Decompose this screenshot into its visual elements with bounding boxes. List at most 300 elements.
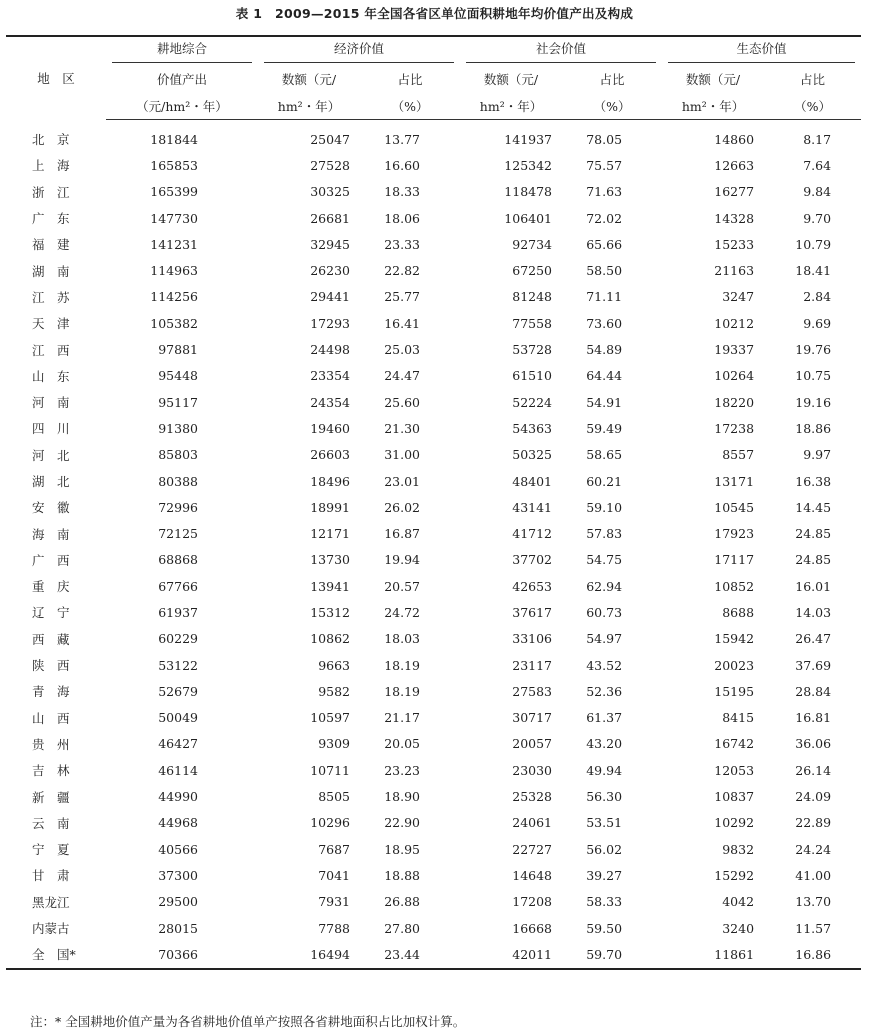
total-value-cell: 28015	[158, 920, 198, 936]
cropland-value-table	[6, 35, 861, 970]
header-soc-share: 占比	[599, 71, 625, 87]
table-note: 注：* 全国耕地价值产量为各省耕地价值单产按照各省耕地面积占比加权计算。	[30, 1014, 466, 1029]
soc-amount-cell: 37702	[512, 552, 553, 568]
econ-share-cell: 18.95	[384, 841, 421, 857]
total-value-cell: 165853	[150, 157, 198, 173]
table-row	[6, 836, 861, 862]
econ-share-cell: 18.19	[384, 683, 421, 699]
region-cell: 宁 夏	[32, 842, 70, 858]
header-value-unit: （元/hm²・年）	[106, 92, 258, 120]
eco-share-cell: 2.84	[803, 289, 832, 305]
eco-share-cell: 9.70	[803, 210, 832, 226]
table-row	[6, 363, 861, 389]
total-value-cell: 72125	[158, 526, 198, 542]
total-value-cell: 114256	[150, 289, 198, 305]
econ-amount-cell: 26681	[310, 210, 350, 226]
soc-amount-cell: 16668	[512, 920, 553, 936]
total-value-cell: 46427	[158, 736, 198, 752]
soc-amount-cell: 37617	[512, 604, 553, 620]
soc-share-cell: 71.11	[586, 289, 623, 305]
region-cell: 陕 西	[32, 658, 70, 674]
eco-share-cell: 10.75	[795, 368, 832, 384]
total-value-cell: 50049	[158, 710, 198, 726]
region-cell: 内蒙古	[32, 921, 70, 937]
region-cell: 北 京	[32, 131, 70, 147]
econ-amount-cell: 7041	[318, 867, 350, 883]
eco-share-cell: 11.57	[795, 920, 832, 936]
soc-share-cell: 59.70	[562, 941, 662, 968]
eco-amount-cell: 18220	[714, 394, 755, 410]
econ-share-cell: 20.05	[384, 736, 421, 752]
header-soc-amount: 数额（元/	[483, 71, 539, 87]
soc-amount-cell: 43141	[512, 499, 553, 515]
eco-amount-cell: 8557	[722, 447, 755, 463]
total-value-cell: 105382	[150, 315, 198, 331]
soc-share-cell: 54.75	[586, 552, 623, 568]
econ-share-cell: 25.77	[384, 289, 421, 305]
header-soc-unit: hm²・年）	[460, 92, 562, 120]
soc-share-cell: 59.50	[586, 920, 623, 936]
soc-amount-cell: 92734	[512, 236, 553, 252]
econ-amount-cell: 18496	[310, 473, 350, 489]
eco-amount-cell: 10292	[714, 815, 755, 831]
econ-share-cell: 24.72	[384, 604, 421, 620]
total-value-cell: 68868	[158, 552, 198, 568]
econ-share-cell: 21.30	[384, 420, 421, 436]
soc-amount-cell: 23030	[512, 762, 553, 778]
soc-amount-cell: 106401	[504, 210, 553, 226]
eco-share-cell: 26.14	[795, 762, 832, 778]
econ-amount-cell: 7687	[318, 841, 350, 857]
table-row	[6, 231, 861, 257]
region-cell: 天 津	[32, 316, 70, 332]
soc-share-cell: 64.44	[586, 368, 623, 384]
total-value-cell: 44968	[158, 815, 198, 831]
eco-amount-cell: 14860	[714, 131, 755, 147]
total-value-cell: 95448	[158, 368, 198, 384]
table-row	[6, 731, 861, 757]
eco-share-cell: 18.86	[795, 420, 832, 436]
soc-amount-cell: 118478	[504, 184, 553, 200]
table-row	[6, 442, 861, 468]
soc-share-cell: 78.05	[586, 131, 623, 147]
table-row	[6, 468, 861, 494]
eco-share-cell: 24.24	[795, 841, 832, 857]
header-econ-pct: （%）	[360, 92, 460, 120]
eco-amount-cell: 4042	[722, 894, 755, 910]
region-cell: 吉 林	[32, 763, 70, 779]
soc-share-cell: 58.33	[586, 894, 623, 910]
header-eco-amount: 数额（元/	[685, 71, 741, 87]
header-group-social: 社会价值	[460, 36, 662, 65]
region-cell: 重 庆	[32, 579, 70, 595]
table-title: 表 1 2009—2015 年全国各省区单位面积耕地年均价值产出及构成	[235, 6, 634, 21]
eco-share-cell: 22.89	[795, 815, 832, 831]
eco-amount-cell: 10852	[714, 578, 755, 594]
econ-share-cell: 23.23	[384, 762, 421, 778]
eco-share-cell: 16.38	[795, 473, 832, 489]
region-cell: 河 北	[32, 447, 70, 463]
econ-share-cell: 18.03	[384, 631, 421, 647]
table-row	[6, 941, 861, 968]
soc-share-cell: 58.65	[586, 447, 623, 463]
region-cell: 云 南	[32, 815, 70, 831]
table-row	[6, 783, 861, 809]
header-eco-pct: （%）	[764, 92, 861, 120]
region-cell: 山 西	[32, 710, 70, 726]
soc-share-cell: 39.27	[586, 867, 623, 883]
header-econ-unit: hm²・年）	[258, 92, 360, 120]
eco-share-cell: 18.41	[795, 263, 832, 279]
econ-share-cell: 21.17	[384, 710, 421, 726]
total-value-cell: 114963	[150, 263, 198, 279]
soc-share-cell: 57.83	[586, 526, 623, 542]
table-row	[6, 626, 861, 652]
table-row	[6, 310, 861, 336]
econ-amount-cell: 9309	[318, 736, 350, 752]
table-row	[6, 389, 861, 415]
eco-share-cell: 9.84	[803, 184, 832, 200]
econ-share-cell: 31.00	[384, 447, 421, 463]
econ-amount-cell: 17293	[310, 315, 350, 331]
soc-amount-cell: 42653	[512, 578, 553, 594]
table-row	[6, 520, 861, 546]
total-value-cell: 95117	[158, 394, 198, 410]
table-row	[6, 120, 861, 153]
soc-share-cell: 59.10	[586, 499, 623, 515]
eco-share-cell: 8.17	[803, 131, 832, 147]
region-cell: 新 疆	[32, 789, 70, 805]
soc-share-cell: 62.94	[586, 578, 623, 594]
region-cell: 河 南	[32, 395, 70, 411]
eco-share-cell: 19.16	[795, 394, 832, 410]
total-value-cell: 60229	[158, 631, 198, 647]
eco-amount-cell: 21163	[714, 263, 755, 279]
region-cell: 青 海	[32, 684, 70, 700]
table-row	[6, 678, 861, 704]
econ-share-cell: 18.19	[384, 657, 421, 673]
eco-share-cell: 7.64	[803, 157, 832, 173]
total-value-cell: 181844	[150, 131, 198, 147]
eco-amount-cell: 16277	[714, 184, 755, 200]
table-row	[6, 284, 861, 310]
table-row	[6, 179, 861, 205]
region-cell: 海 南	[32, 526, 70, 542]
eco-share-cell: 24.09	[795, 789, 832, 805]
soc-share-cell: 71.63	[586, 184, 623, 200]
econ-amount-cell: 24354	[310, 394, 350, 410]
eco-amount-cell: 16742	[714, 736, 755, 752]
total-value-cell: 85803	[158, 447, 198, 463]
econ-amount-cell: 18991	[310, 499, 350, 515]
econ-share-cell: 16.60	[384, 157, 421, 173]
total-value-cell: 29500	[158, 894, 198, 910]
region-cell: 甘 肃	[32, 868, 70, 884]
soc-amount-cell: 81248	[512, 289, 553, 305]
econ-share-cell: 25.03	[384, 342, 421, 358]
header-econ-amount: 数额（元/	[281, 71, 337, 87]
econ-amount-cell: 13941	[310, 578, 350, 594]
eco-share-cell: 24.85	[795, 526, 832, 542]
eco-share-cell: 14.45	[795, 499, 832, 515]
soc-amount-cell: 61510	[512, 368, 553, 384]
econ-amount-cell: 13730	[310, 552, 350, 568]
econ-share-cell: 23.33	[384, 236, 421, 252]
econ-amount-cell: 29441	[310, 289, 350, 305]
table-row	[6, 152, 861, 178]
table-row	[6, 705, 861, 731]
soc-share-cell: 73.60	[586, 315, 623, 331]
soc-share-cell: 59.49	[586, 420, 623, 436]
soc-share-cell: 52.36	[586, 683, 623, 699]
soc-share-cell: 43.52	[586, 657, 623, 673]
total-value-cell: 147730	[150, 210, 198, 226]
soc-share-cell: 54.91	[586, 394, 623, 410]
econ-amount-cell: 19460	[310, 420, 350, 436]
econ-share-cell: 18.88	[384, 867, 421, 883]
header-region: 地 区	[6, 36, 106, 120]
econ-amount-cell: 26230	[310, 263, 350, 279]
soc-share-cell: 43.20	[586, 736, 623, 752]
econ-share-cell: 24.47	[384, 368, 421, 384]
total-value-cell: 40566	[158, 841, 198, 857]
total-value-cell: 46114	[158, 762, 198, 778]
econ-share-cell: 16.87	[384, 526, 421, 542]
eco-amount-cell: 12663	[714, 157, 755, 173]
econ-share-cell: 13.77	[384, 131, 421, 147]
eco-share-cell: 13.70	[795, 894, 832, 910]
total-value-cell: 53122	[158, 657, 198, 673]
soc-amount-cell: 14648	[512, 867, 553, 883]
eco-amount-cell: 8688	[722, 604, 755, 620]
eco-share-cell: 9.97	[803, 447, 832, 463]
region-cell: 山 东	[32, 368, 70, 384]
eco-amount-cell: 10212	[714, 315, 755, 331]
econ-share-cell: 22.90	[384, 815, 421, 831]
table-row	[6, 915, 861, 941]
total-value-cell: 67766	[158, 578, 198, 594]
total-value-cell: 72996	[158, 499, 198, 515]
soc-amount-cell: 41712	[512, 526, 553, 542]
econ-share-cell: 16.41	[384, 315, 421, 331]
table-row	[6, 205, 861, 231]
eco-share-cell: 10.79	[795, 236, 832, 252]
eco-amount-cell: 17238	[714, 420, 755, 436]
soc-amount-cell: 33106	[512, 631, 553, 647]
eco-amount-cell: 10545	[714, 499, 755, 515]
eco-share-cell: 9.69	[803, 315, 832, 331]
soc-amount-cell: 20057	[512, 736, 553, 752]
eco-amount-cell: 17117	[714, 552, 755, 568]
table-row	[6, 889, 861, 915]
soc-amount-cell: 17208	[512, 894, 553, 910]
region-cell: 浙 江	[32, 184, 70, 200]
total-value-cell: 70366	[106, 941, 258, 968]
eco-amount-cell: 15195	[714, 683, 755, 699]
econ-amount-cell: 23354	[310, 368, 350, 384]
soc-share-cell: 60.73	[586, 604, 623, 620]
soc-amount-cell: 23117	[512, 657, 553, 673]
eco-share-cell: 37.69	[795, 657, 832, 673]
total-value-cell: 61937	[158, 604, 198, 620]
econ-amount-cell: 10711	[310, 762, 350, 778]
table-row	[6, 547, 861, 573]
eco-amount-cell: 8415	[722, 710, 755, 726]
soc-amount-cell: 54363	[512, 420, 553, 436]
header-eco-share: 占比	[800, 71, 826, 87]
region-cell: 广 西	[32, 552, 70, 568]
econ-amount-cell: 10296	[310, 815, 350, 831]
eco-amount-cell: 13171	[714, 473, 755, 489]
soc-share-cell: 65.66	[586, 236, 623, 252]
header-econ-share: 占比	[397, 71, 423, 87]
soc-share-cell: 56.02	[586, 841, 623, 857]
header-soc-pct: （%）	[562, 92, 662, 120]
econ-amount-cell: 9663	[318, 657, 350, 673]
total-value-cell: 37300	[158, 867, 198, 883]
soc-share-cell: 58.50	[586, 263, 623, 279]
econ-amount-cell: 7931	[318, 894, 350, 910]
table-row	[6, 415, 861, 441]
econ-amount-cell: 15312	[310, 604, 350, 620]
soc-amount-cell: 50325	[512, 447, 553, 463]
eco-share-cell: 36.06	[795, 736, 832, 752]
eco-share-cell: 28.84	[795, 683, 832, 699]
table-row	[6, 757, 861, 783]
econ-share-cell: 25.60	[384, 394, 421, 410]
econ-share-cell: 26.02	[384, 499, 421, 515]
soc-amount-cell: 27583	[512, 683, 553, 699]
soc-share-cell: 60.21	[586, 473, 623, 489]
soc-amount-cell: 42011	[460, 941, 562, 968]
eco-share-cell: 16.01	[795, 578, 832, 594]
total-value-cell: 97881	[158, 342, 198, 358]
econ-amount-cell: 26603	[310, 447, 350, 463]
eco-share-cell: 16.81	[795, 710, 832, 726]
soc-amount-cell: 125342	[504, 157, 553, 173]
econ-amount-cell: 16494	[258, 941, 360, 968]
region-cell: 福 建	[32, 237, 70, 253]
region-cell: 辽 宁	[32, 605, 70, 621]
total-value-cell: 44990	[158, 789, 198, 805]
econ-share-cell: 23.44	[360, 941, 460, 968]
soc-amount-cell: 25328	[512, 789, 553, 805]
region-cell: 上 海	[32, 158, 70, 174]
eco-share-cell: 16.86	[764, 941, 861, 968]
eco-amount-cell: 20023	[714, 657, 755, 673]
total-value-cell: 91380	[158, 420, 198, 436]
table-row	[6, 494, 861, 520]
eco-amount-cell: 11861	[662, 941, 764, 968]
table-row	[6, 257, 861, 283]
eco-amount-cell: 9832	[722, 841, 755, 857]
econ-amount-cell: 32945	[310, 236, 350, 252]
table-row	[6, 599, 861, 625]
soc-share-cell: 54.89	[586, 342, 623, 358]
soc-amount-cell: 24061	[512, 815, 553, 831]
econ-amount-cell: 27528	[310, 157, 350, 173]
econ-share-cell: 26.88	[384, 894, 421, 910]
soc-amount-cell: 67250	[512, 263, 553, 279]
table-row	[6, 336, 861, 362]
region-cell: 湖 北	[32, 474, 70, 489]
total-value-cell: 165399	[150, 184, 198, 200]
header-value-output: 价值产出	[156, 71, 207, 87]
soc-share-cell: 49.94	[586, 762, 623, 778]
soc-share-cell: 56.30	[586, 789, 623, 805]
eco-share-cell: 24.85	[795, 552, 832, 568]
econ-amount-cell: 25047	[310, 131, 350, 147]
soc-share-cell: 75.57	[586, 157, 623, 173]
eco-amount-cell: 3240	[722, 920, 755, 936]
eco-share-cell: 14.03	[795, 604, 832, 620]
econ-amount-cell: 7788	[318, 920, 350, 936]
soc-share-cell: 53.51	[586, 815, 623, 831]
econ-amount-cell: 8505	[318, 789, 350, 805]
eco-amount-cell: 14328	[714, 210, 755, 226]
eco-share-cell: 19.76	[795, 342, 832, 358]
region-cell: 黑龙江	[32, 894, 70, 910]
total-value-cell: 141231	[150, 236, 198, 252]
soc-amount-cell: 52224	[512, 394, 553, 410]
econ-share-cell: 18.33	[384, 184, 421, 200]
eco-amount-cell: 15292	[714, 867, 755, 883]
total-value-cell: 80388	[158, 473, 198, 489]
soc-share-cell: 61.37	[586, 710, 623, 726]
region-cell: 湖 南	[32, 263, 70, 279]
eco-amount-cell: 15942	[714, 631, 755, 647]
econ-amount-cell: 12171	[310, 526, 350, 542]
header-group-ecological: 生态价值	[662, 36, 861, 65]
eco-share-cell: 26.47	[795, 631, 832, 647]
eco-amount-cell: 3247	[722, 289, 755, 305]
region-cell: 全 国*	[6, 941, 106, 968]
econ-share-cell: 27.80	[384, 920, 421, 936]
soc-amount-cell: 141937	[504, 131, 553, 147]
region-cell: 西 藏	[32, 631, 70, 647]
table-row	[6, 810, 861, 836]
eco-amount-cell: 12053	[714, 762, 755, 778]
econ-share-cell: 23.01	[384, 473, 421, 489]
eco-amount-cell: 10264	[714, 368, 755, 384]
region-cell: 安 徽	[32, 500, 70, 516]
soc-share-cell: 54.97	[586, 631, 623, 647]
econ-amount-cell: 24498	[310, 342, 350, 358]
table-row	[6, 862, 861, 888]
header-group-comprehensive: 耕地综合	[106, 36, 258, 65]
econ-amount-cell: 10597	[310, 710, 350, 726]
eco-share-cell: 41.00	[795, 867, 832, 883]
eco-amount-cell: 10837	[714, 789, 755, 805]
soc-amount-cell: 30717	[512, 710, 553, 726]
region-cell: 江 苏	[32, 289, 70, 305]
soc-amount-cell: 53728	[512, 342, 553, 358]
table-row	[6, 573, 861, 599]
region-cell: 四 川	[32, 421, 70, 437]
econ-share-cell: 18.06	[384, 210, 421, 226]
soc-amount-cell: 22727	[512, 841, 553, 857]
table-row	[6, 652, 861, 678]
eco-amount-cell: 15233	[714, 236, 755, 252]
total-value-cell: 52679	[158, 683, 198, 699]
eco-amount-cell: 17923	[714, 526, 755, 542]
econ-share-cell: 20.57	[384, 578, 421, 594]
eco-amount-cell: 19337	[714, 342, 755, 358]
econ-amount-cell: 30325	[310, 184, 350, 200]
econ-amount-cell: 9582	[318, 683, 350, 699]
econ-share-cell: 22.82	[384, 263, 421, 279]
header-eco-unit: hm²・年）	[662, 92, 764, 120]
